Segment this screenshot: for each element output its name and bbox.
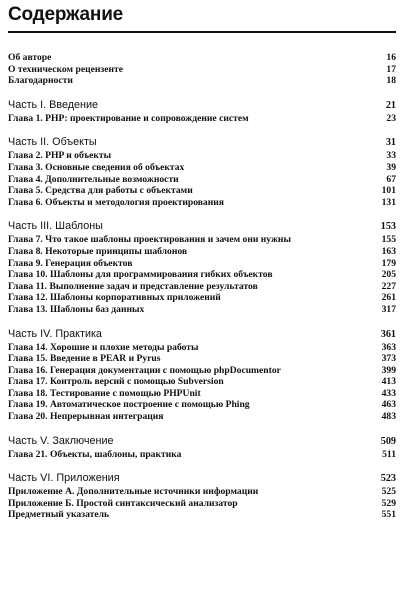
- toc-entry[interactable]: [8, 399, 396, 411]
- toc-entry[interactable]: [8, 292, 396, 304]
- part-section: [8, 326, 396, 423]
- toc-entry-label: Глава 7. Что такое шаблоны проектирования и зачем они нужны: [8, 234, 291, 246]
- page-number: 101: [381, 185, 396, 197]
- page-number: 463: [381, 399, 396, 411]
- page-number: 373: [381, 353, 396, 365]
- toc-entry[interactable]: [8, 162, 396, 174]
- toc-entry[interactable]: [8, 498, 396, 510]
- toc-entry[interactable]: [8, 234, 396, 246]
- page-number: 317: [381, 303, 396, 315]
- page-number: 525: [381, 486, 396, 498]
- page-number: 361: [380, 328, 396, 340]
- toc-entry-label: Глава 15. Введение в PEAR и Pyrus: [8, 353, 161, 365]
- page-number: 523: [380, 473, 396, 485]
- toc-entry[interactable]: [8, 185, 396, 197]
- part-heading-label: Часть II. Объекты: [8, 136, 97, 149]
- toc-entry[interactable]: [8, 75, 396, 87]
- toc-entry-label: Глава 9. Генерация объектов: [8, 257, 133, 269]
- table-of-contents: [8, 52, 396, 531]
- page-number: 483: [381, 411, 396, 423]
- page-number: 261: [381, 292, 396, 304]
- page-number: 131: [381, 196, 396, 208]
- toc-entry-label: Глава 21. Объекты, шаблоны, практика: [8, 448, 182, 460]
- toc-entry[interactable]: [8, 64, 396, 76]
- toc-entry[interactable]: [8, 52, 396, 64]
- toc-entry-label: Благодарности: [8, 75, 73, 87]
- page-number: 39: [386, 161, 396, 173]
- part-heading-label: Часть III. Шаблоны: [8, 220, 103, 233]
- part-heading[interactable]: [8, 218, 396, 234]
- toc-entry-label: Приложение А. Дополнительные источники информации: [8, 486, 259, 498]
- toc-entry-label: Приложение Б. Простой синтаксический анализатор: [8, 497, 238, 509]
- toc-entry-label: Глава 2. PHP и объекты: [8, 150, 112, 162]
- page-number: 31: [385, 137, 396, 149]
- page-number: 163: [381, 245, 396, 257]
- toc-entry-label: Глава 13. Шаблоны баз данных: [8, 303, 145, 315]
- page-number: 363: [381, 341, 396, 353]
- toc-entry[interactable]: [8, 281, 396, 293]
- part-heading[interactable]: [8, 470, 396, 486]
- toc-entry[interactable]: [8, 365, 396, 377]
- page-number: 17: [386, 63, 396, 75]
- toc-entry-label: Глава 3. Основные сведения об объектах: [8, 161, 185, 173]
- toc-entry-label: Глава 5. Средства для работы с объектами: [8, 185, 193, 197]
- page-number: 16: [386, 52, 396, 63]
- page-number: 529: [381, 497, 396, 509]
- page-number: 23: [386, 112, 396, 124]
- page-title: Содержание: [8, 4, 124, 25]
- page-number: 413: [381, 376, 396, 388]
- part-heading[interactable]: [8, 433, 396, 449]
- toc-entry-label: Глава 11. Выполнение задач и представление результатов: [8, 280, 258, 292]
- toc-entry[interactable]: [8, 304, 396, 316]
- part-heading-label: Часть VI. Приложения: [8, 472, 120, 485]
- toc-entry-label: О техническом рецензенте: [8, 63, 124, 75]
- toc-entry-label: Об авторе: [8, 52, 52, 63]
- toc-entry-label: Глава 20. Непрерывная интеграция: [8, 411, 164, 423]
- part-heading-label: Часть IV. Практика: [8, 327, 102, 340]
- part-heading[interactable]: [8, 134, 396, 150]
- part-heading[interactable]: [8, 97, 396, 113]
- page-number: 205: [381, 269, 396, 281]
- part-section: [8, 134, 396, 208]
- toc-entry-label: Глава 1. PHP: проектирование и сопровождение систем: [8, 112, 249, 124]
- part-section: [8, 433, 396, 461]
- page-number: 18: [386, 75, 396, 87]
- toc-entry[interactable]: [8, 353, 396, 365]
- toc-entry-label: Глава 12. Шаблоны корпоративных приложений: [8, 292, 221, 304]
- page-number: 21: [385, 99, 396, 111]
- page-number: 153: [380, 221, 396, 233]
- page-number: 227: [381, 280, 396, 292]
- toc-entry-label: Глава 6. Объекты и методология проектирования: [8, 196, 224, 208]
- toc-entry[interactable]: [8, 258, 396, 270]
- toc-entry[interactable]: [8, 174, 396, 186]
- part-section: [8, 218, 396, 315]
- toc-entry-label: Глава 8. Некоторые принципы шаблонов: [8, 245, 188, 257]
- toc-entry-label: Глава 18. Тестирование с помощью PHPUnit: [8, 387, 201, 399]
- toc-entry-label: Предметный указатель: [8, 509, 110, 521]
- toc-entry[interactable]: [8, 269, 396, 281]
- toc-entry-label: Глава 19. Автоматическое построение с помощью Phing: [8, 399, 250, 411]
- toc-entry[interactable]: [8, 509, 396, 521]
- toc-entry[interactable]: [8, 246, 396, 258]
- toc-entry[interactable]: [8, 449, 396, 461]
- toc-entry[interactable]: [8, 376, 396, 388]
- page-number: 399: [381, 364, 396, 376]
- toc-entry[interactable]: [8, 388, 396, 400]
- part-heading-label: Часть I. Введение: [8, 98, 99, 111]
- toc-entry[interactable]: [8, 113, 396, 125]
- toc-entry[interactable]: [8, 486, 396, 498]
- toc-entry-label: Глава 16. Генерация документации с помощью phpDocumentor: [8, 364, 281, 376]
- toc-entry[interactable]: [8, 342, 396, 354]
- toc-entry-label: Глава 17. Контроль версий с помощью Subversion: [8, 376, 224, 388]
- page-number: 179: [381, 257, 396, 269]
- title-rule: [8, 31, 396, 33]
- toc-entry-label: Глава 10. Шаблоны для программирования гибких объектов: [8, 269, 273, 281]
- page-number: 509: [380, 435, 396, 447]
- toc-entry[interactable]: [8, 150, 396, 162]
- page-number: 155: [381, 234, 396, 246]
- part-heading-label: Часть V. Заключение: [8, 434, 114, 447]
- page-number: 511: [382, 448, 396, 460]
- part-section: [8, 470, 396, 521]
- page-number: 551: [381, 509, 396, 521]
- part-section: [8, 97, 396, 125]
- page-number: 67: [386, 173, 396, 185]
- front-matter: [8, 52, 396, 87]
- page-number: 433: [381, 387, 396, 399]
- toc-entry[interactable]: [8, 411, 396, 423]
- page-number: 33: [386, 150, 396, 162]
- toc-entry-label: Глава 4. Дополнительные возможности: [8, 173, 179, 185]
- toc-entry[interactable]: [8, 197, 396, 209]
- part-heading[interactable]: [8, 326, 396, 342]
- toc-entry-label: Глава 14. Хорошие и плохие методы работы: [8, 341, 199, 353]
